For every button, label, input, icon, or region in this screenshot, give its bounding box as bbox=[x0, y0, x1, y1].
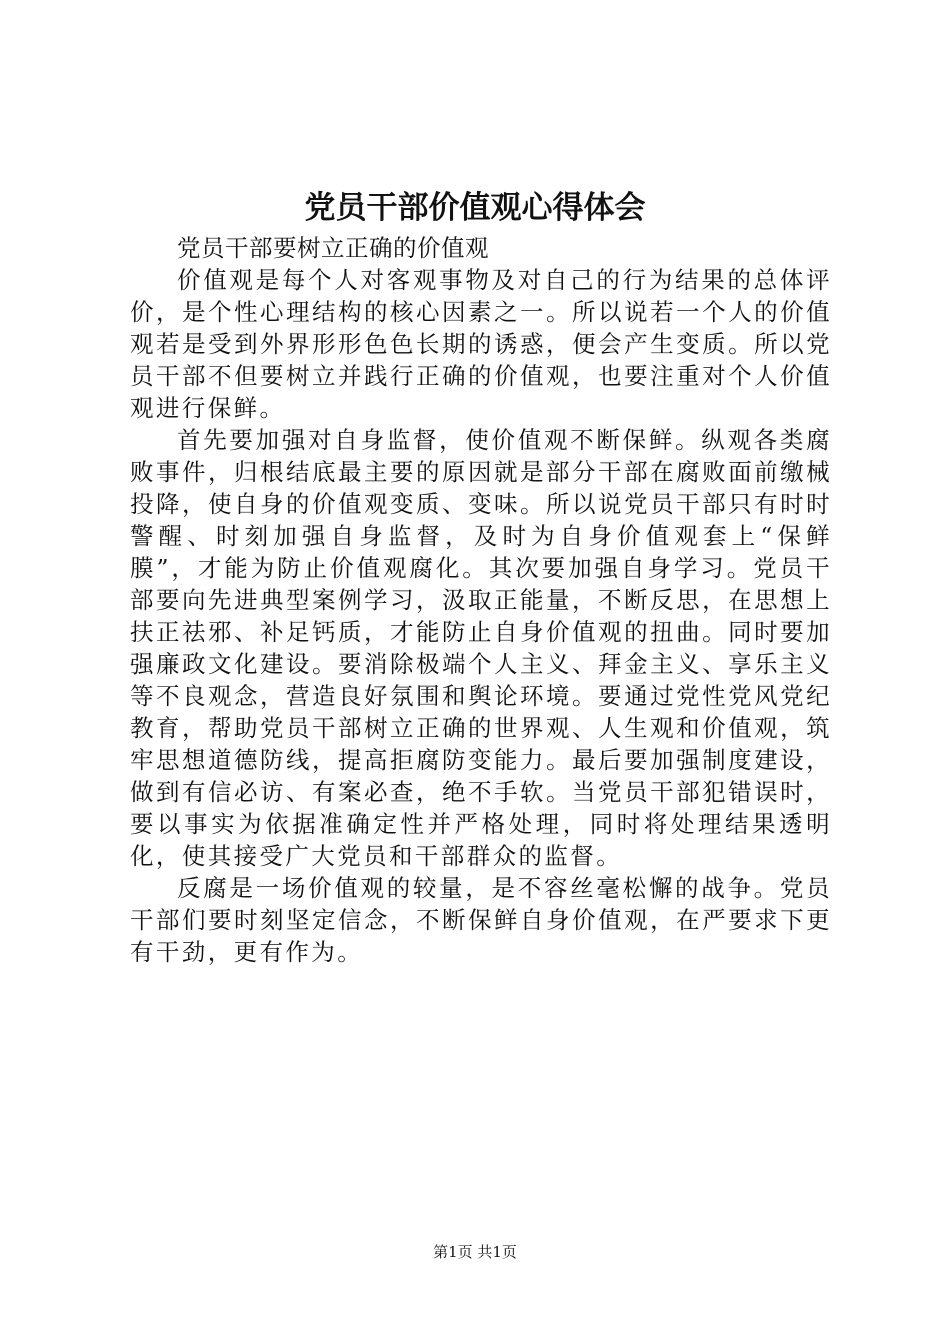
page-footer: 第1页 共1页 bbox=[433, 1243, 517, 1261]
paragraph-3: 反腐是一场价值观的较量，是不容丝毫松懈的战争。党员干部们要时刻坚定信念，不断保鲜自身价值观，在严要求下更有干劲，更有作为。 bbox=[130, 874, 832, 966]
paragraph-1: 价值观是每个人对客观事物及对自己的行为结果的总体评价，是个性心理结构的核心因素之一。所以说若一个人的价值观若是受到外界形形色色长期的诱惑，便会产生变质。所以党员干部不但要树立并践行正确的价值观，也要注重对个人价值观进行保鲜。 bbox=[130, 266, 832, 422]
document-title: 党员干部价值观心得体会 bbox=[304, 190, 646, 226]
document-body bbox=[130, 232, 832, 968]
paragraph-2: 首先要加强对自身监督，使价值观不断保鲜。纵观各类腐败事件，归根结底最主要的原因就是部分干部在腐败面前缴械投降，使自身的价值观变质、变味。所以说党员干部只有时时警醒、时刻加强自身监督，及时为自身价值观套上“保鲜膜”，才能为防止价值观腐化。其次要加强自身学习。党员干部要向先进典型案例学习，汲取正能量，不断反思，在思想上扶正祛邪、补足钙质，才能防止自身价值观的扭曲。同时要加强廉政文化建设。要消除极端个人主义、拜金主义、享乐主义等不良观念，营造良好氛围和舆论环境。要通过党性党风党纪教育，帮助党员干部树立正确的世界观、人生观和价值观，筑牢思想道德防线，提高拒腐防变能力。最后要加强制度建设，做到有信必访、有案必查，绝不手软。当党员干部犯错误时，要以事实为依据准确定性并严格处理，同时将处理结果透明化，使其接受广大党员和干部群众的监督。 bbox=[130, 426, 832, 870]
section-subheading: 党员干部要树立正确的价值观 bbox=[177, 234, 489, 262]
